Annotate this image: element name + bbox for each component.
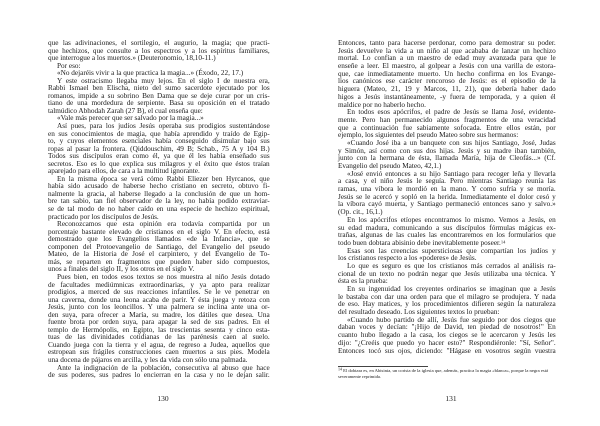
line-text: Así pues, para los judíos Jesús operaba sus prodigios sustentándose — [57, 122, 270, 131]
paragraph — [338, 217, 556, 248]
line-text: den suya, para ofrecer a María, su madre, los dátiles que desea. Una — [48, 310, 270, 319]
line-text: que las adivinaciones, el sortilegio, el augurio, la magia; que practi- — [48, 39, 270, 47]
line-text: porcentaje bastante elevado de cristianos en el siglo V. En efecto, está — [48, 227, 270, 236]
line-text: Y este ostracismo llegaba muy lejos. En el siglo I de nuestra era, — [57, 76, 270, 85]
line-text: Por eso: — [57, 61, 81, 70]
page-number-left: 130 — [157, 394, 169, 403]
line-text: unos a finales del siglo II, y los otros en el siglo V. — [48, 265, 195, 274]
line-text: Mateo, de la Historia de José el carpintero, y del Evangelio de To- — [48, 250, 270, 259]
footnote-reference: 14 — [500, 239, 506, 245]
line-text: daban voces y decían: "¡Hijo de David, ten piedad de nosotros!" En — [338, 323, 556, 332]
paragraph — [338, 171, 556, 217]
line-text: cuanto hubo llegado a la casa, los ciegos se le acercaron y Jesús les — [338, 331, 556, 340]
paragraph — [48, 40, 270, 63]
line-text: «Cuando José iba a un banquete con sus hijos Santiago, José, Judas — [347, 138, 556, 147]
line-text: «Cuando hubo partido de allí, Jesús fue seguido por dos ciegos que — [347, 315, 556, 324]
line-text: maldice por no haberlo hecho. — [338, 100, 426, 109]
line-text: de eso. Hay matices, y los procedimientos difieren según la naturaleza — [338, 300, 556, 309]
line-text: Ante la indignación de la población, consecutiva al abuso que hace — [57, 363, 270, 372]
line-text: prodigios, a merced de sus reacciones infantiles. Se le ve penetrar en — [48, 288, 270, 297]
line-text: su edad madura, comunicando a sus discípulos fórmulas mágicas ex- — [338, 223, 556, 232]
line-text: templo de Hermópolis, en Egipto, las trescientas sesenta y cinco esta- — [48, 325, 270, 334]
paragraph — [338, 263, 556, 286]
line-text: de facultades mediúmnicas extraordinarias, y ya apto para realizar — [48, 280, 270, 289]
line-text: de sus poderes, sus padres lo encierran en la casa y no le dejan salir. — [48, 371, 270, 380]
line-text: que, cae inmediatamente muerto. Un hecho confirma en los Evange- — [338, 69, 556, 78]
line-text: «No dejaréis vivir a la que practica la magia...» (Éxodo, 22, 17.) — [57, 69, 244, 78]
line-text: la víbora cayó muerta, y Santiago permaneció entonces sano y salvo.» — [338, 200, 556, 209]
line-text: tiano de una mordedura de serpiente. Basa su oposición en el tratado — [48, 99, 270, 108]
line-text: Entonces, tanto para hacerse perdonar, como para demostrar su poder. — [338, 39, 556, 47]
text-line — [48, 372, 270, 380]
line-text: y Simón, así como con sus dos hijas. Jesús y su madre iban también, — [338, 146, 556, 155]
paragraph — [48, 221, 270, 274]
line-text: todo buen dobtara abisinio debe inevitablemente poseer. — [338, 238, 501, 247]
line-text: trañas, algunas de las cuales las encontraremos en los formularios que — [338, 231, 556, 240]
left-page-text — [48, 40, 270, 380]
line-text: ramas, una víbora le mordió en la mano. Y como sufría y se moría. — [338, 185, 556, 194]
line-text: Entonces tocó sus ojos, diciendo: "Hágase en vosotros según vuestra — [338, 346, 556, 355]
paragraph — [338, 317, 556, 355]
line-text: una docena de pájaros en arcilla, y les da vida con sólo una palmada. — [48, 355, 248, 364]
line-text: Pues bien, en todos esos textos se nos muestra al niño Jesús dotado — [57, 272, 270, 281]
footnote-number: 14 — [338, 366, 342, 372]
line-text: ejemplo, los siguientes del pseudo Mateo sobre sus hermanos: — [338, 131, 519, 140]
line-text: a casa, y el niño Jesús le seguía. Pero mientras Santiago reunía las — [338, 177, 556, 186]
paragraph — [48, 176, 270, 221]
paragraph — [338, 40, 556, 109]
line-text: talmúdico Abhodah Zarah (27 B), el cual enseña que: — [48, 106, 203, 115]
line-text: demostrado que los Evangelios llamados «de la Infancia», que se — [48, 235, 270, 244]
paragraph — [48, 123, 270, 176]
paragraph — [48, 365, 270, 380]
line-text: lios canónicos ese carácter rencoroso de Jesús: es el episodio de la — [338, 77, 556, 86]
line-text: mortal. Lo confían a un maestro de edad muy avanzada para que le — [338, 54, 556, 63]
paragraph — [338, 248, 556, 263]
line-text: Reconozcamos que esta opinión era todavía compartida por un — [57, 220, 270, 229]
paragraph — [338, 140, 556, 171]
line-text: nalmente la gracia, al haberse llegado a la conclusión de que un hom- — [48, 189, 270, 198]
paragraph — [338, 286, 556, 317]
line-text: que hechizos, que consulte a los espectros y a los espíritus familiares, — [48, 46, 270, 55]
line-text: que interrogue a los muertos.» (Deuteronomio, 18,10-11.) — [48, 54, 216, 63]
line-text: del resultado deseado. Los siguientes textos lo prueban: — [338, 308, 500, 317]
line-text: bre tan sabio, tan fiel observador de la ley, no había podido extraviar- — [48, 197, 270, 206]
line-text: Jesús devuelve la vida a un niño al que acababa de lanzar un hechizo — [338, 46, 556, 55]
line-text: Todos sus discípulos eran como él, ya que él les había enseñado sus — [48, 152, 270, 161]
line-text: Lo que es seguro es que los cristianos más cerrados al análisis ra- — [347, 261, 556, 270]
text-line — [338, 348, 556, 356]
line-text: componen del Protoevangelio de Santiago, del Evangelio del pseudo — [48, 242, 270, 251]
footnote — [338, 368, 556, 380]
line-text: aparejado para ellos, de cara a la multitud ignorante. — [48, 167, 200, 176]
line-text: había sido acusado de haberse hecho cristiano en secreto, obtuvo fi- — [48, 182, 270, 191]
right-page-text — [338, 40, 556, 355]
line-text: «José envió entonces a su hijo Santiago para recoger leña y llevarla — [347, 169, 556, 178]
paragraph — [48, 78, 270, 116]
line-text: (Op. cit., 16,1.) — [338, 208, 383, 217]
line-text: En la misma época se verá cómo Rabbi Eliezer ben Hyrcanos, que — [57, 174, 270, 183]
line-text: Jesús, junto con los leoncillos. Y una palmera se inclina ante una or- — [48, 303, 270, 312]
line-text: higos a Jesús instantáneamente, -y fuera de temporada, y a quien él — [338, 92, 556, 101]
line-text: Evangelio del pseudo Mateo, 42,1.) — [338, 162, 442, 170]
line-text: mente. Pero han permanecido algunos fragmentos de una veracidad — [338, 115, 556, 124]
line-text: enseñe a leer. El maestro, al golpear a Jesús con una varilla de estora- — [338, 62, 556, 71]
footnote-text: El dobtara es, en Abisinia, un corista de la iglesia que, además, practica la magia «blanca», porque la negra está severamente reprimida. — [338, 368, 549, 379]
line-text: cional de un texto no podrán negar que Jesús utilizaba una técnica. Y — [338, 269, 556, 278]
line-text: practicado por los discípulos de Jesús. — [48, 212, 159, 221]
line-text: en sus conocimientos de magia, que había aprendido y traído de Egip- — [48, 129, 270, 138]
line-text: ropas al pasar la frontera. (Qiddouschim, 49 B; Schab., 75 A y 104 B.) — [48, 144, 270, 153]
line-text: romanos, impide a su sobrino Ben Dama que se deje curar por un cris- — [48, 91, 270, 100]
line-text: Esas son las creencias supersticiosas que compartían los judíos y — [347, 246, 556, 255]
line-text: dijo: "¿Creéis que puedo yo hacer esto?" Respondiéronle: "Sí, Señor". — [338, 338, 556, 347]
line-text: estropean sus frágiles construcciones caen muertos a sus pies. Modela — [48, 348, 270, 357]
footnote-divider — [338, 366, 428, 367]
line-text: le bastaba con dar una orden para que el milagro se produjera. Y nada — [338, 292, 556, 301]
line-text: tuas de las divinidades cotidianas de las parénesis caen al suelo. — [48, 333, 270, 342]
line-text: Jesús se le acercó y sopló en la herida. Inmediatamente el dolor cesó y — [338, 192, 556, 201]
line-text: que a continuación fue sabiamente sofocada. Entre ellos están, por — [338, 123, 556, 132]
page-number-right: 131 — [445, 394, 457, 403]
line-text: En su ingenuidad los creyentes ordinarios se imaginan que a Jesús — [347, 285, 556, 293]
line-text: se de tal modo de no haber caído en una especie de hechizo espiritual, — [48, 205, 270, 214]
paragraph — [338, 109, 556, 140]
line-text: más, se reparten en fragmentos que pueden haber sido compuestos, — [48, 257, 270, 266]
line-text: Rabbi Ismael ben Elischa, nieto del sumo sacerdote ejecutado por los — [48, 84, 270, 93]
line-text: junto con la hermana de ésta, llamada María, hija de Cleofás...» (Cf. — [338, 154, 556, 163]
text-line — [48, 55, 270, 63]
line-text: to, y cuyos elementos esenciales había conseguido disimular bajo sus — [48, 137, 270, 146]
line-text: una caverna, donde una leona acaba de parir. Y ésta juega y retoza con — [48, 295, 270, 304]
paragraph — [48, 274, 270, 365]
line-text: higuera (Mateo, 21, 19 y Marcos, 11, 21), que debería haber dado — [338, 85, 556, 94]
line-text: En todos esos apócrifos, el padre de Jesús se llama José, evidente- — [347, 108, 556, 117]
line-text: ésta es la prueba: — [338, 277, 388, 286]
line-text: los cristianos respecto a los «poderes» de Jesús. — [338, 254, 477, 263]
line-text: «Vale más perecer que ser salvado por la magia...» — [57, 114, 204, 123]
line-text: secretos. Eso es lo que explica sus milagros y el éxito que éstos traían — [48, 159, 270, 168]
line-text: En los apócrifos etíopes encontramos lo mismo. Vemos a Jesús, en — [347, 215, 556, 224]
line-text: fuente brota por orden suya, para apagar la sed de sus padres. En el — [48, 318, 270, 327]
line-text: Cuando juega con la tierra y el agua, de regreso a Judea, aquellos que — [48, 340, 270, 349]
